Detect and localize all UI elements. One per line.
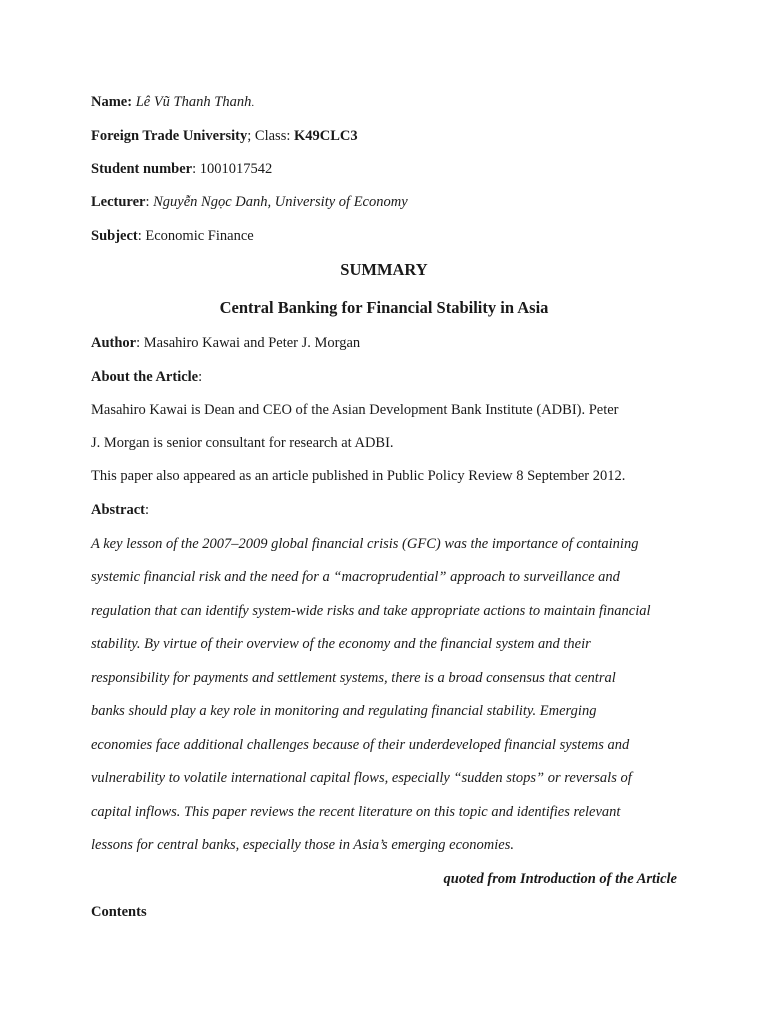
student-number-value: : 1001017542 xyxy=(192,161,273,177)
class-value: K49CLC3 xyxy=(294,128,358,144)
about-heading xyxy=(91,368,202,386)
author-line xyxy=(91,334,360,352)
lecturer-line xyxy=(91,193,408,211)
student-number-label: Student number xyxy=(91,161,193,177)
abstract-line: A key lesson of the 2007–2009 global financial crisis (GFC) was the importance of containing xyxy=(91,536,639,552)
abstract-line: capital inflows. This paper reviews the recent literature on this topic and identifies relevant xyxy=(91,804,621,820)
subject-value: : Economic Finance xyxy=(137,228,254,244)
about-label: About the Article xyxy=(91,369,199,385)
abstract-line: banks should play a key role in monitoring and regulating financial stability. Emerging xyxy=(91,703,597,719)
abstract-line: regulation that can identify system-wide risks and take appropriate actions to maintain financial xyxy=(91,603,651,619)
subject-line xyxy=(91,227,254,245)
name-trailing: . xyxy=(251,97,255,109)
lecturer-separator: : xyxy=(145,194,154,210)
student-number-line xyxy=(91,160,272,178)
summary-heading: SUMMARY xyxy=(340,260,428,279)
abstract-heading xyxy=(91,501,149,519)
abstract-line: systemic financial risk and the need for a “macroprudential” approach to surveillance and xyxy=(91,569,620,585)
quote-attribution: quoted from Introduction of the Article xyxy=(443,871,677,887)
abstract-line: responsibility for payments and settlement systems, there is a broad consensus that central xyxy=(91,670,616,686)
about-text-line-1: Masahiro Kawai is Dean and CEO of the Asian Development Bank Institute (ADBI). Peter xyxy=(91,402,619,418)
name-line xyxy=(91,93,254,112)
university-label: Foreign Trade University xyxy=(91,128,248,144)
about-colon: : xyxy=(198,369,203,385)
about-text-line-2: J. Morgan is senior consultant for research at ADBI. xyxy=(91,435,394,451)
lecturer-label: Lecturer xyxy=(91,194,146,210)
name-label: Name: xyxy=(91,94,133,110)
abstract-colon: : xyxy=(144,502,149,518)
contents-heading: Contents xyxy=(91,904,147,920)
abstract-line: stability. By virtue of their overview of the economy and the financial system and their xyxy=(91,636,591,652)
author-label: Author xyxy=(91,335,137,351)
author-value: : Masahiro Kawai and Peter J. Morgan xyxy=(136,335,361,351)
subject-label: Subject xyxy=(91,228,138,244)
abstract-line: vulnerability to volatile international capital flows, especially “sudden stops” or reversals of xyxy=(91,770,632,786)
university-line xyxy=(91,127,358,145)
lecturer-value: Nguyễn Ngọc Danh, University of Economy xyxy=(153,194,408,210)
abstract-line: economies face additional challenges because of their underdeveloped financial systems and xyxy=(91,737,630,753)
name-value: Lê Vũ Thanh Thanh xyxy=(135,94,252,110)
abstract-label: Abstract xyxy=(91,502,145,518)
about-text-line-3: This paper also appeared as an article published in Public Policy Review 8 September 2012. xyxy=(91,468,626,484)
abstract-line: lessons for central banks, especially those in Asia’s emerging economies. xyxy=(91,837,514,853)
class-separator: ; Class: xyxy=(247,128,294,144)
article-title: Central Banking for Financial Stability in Asia xyxy=(219,298,549,317)
